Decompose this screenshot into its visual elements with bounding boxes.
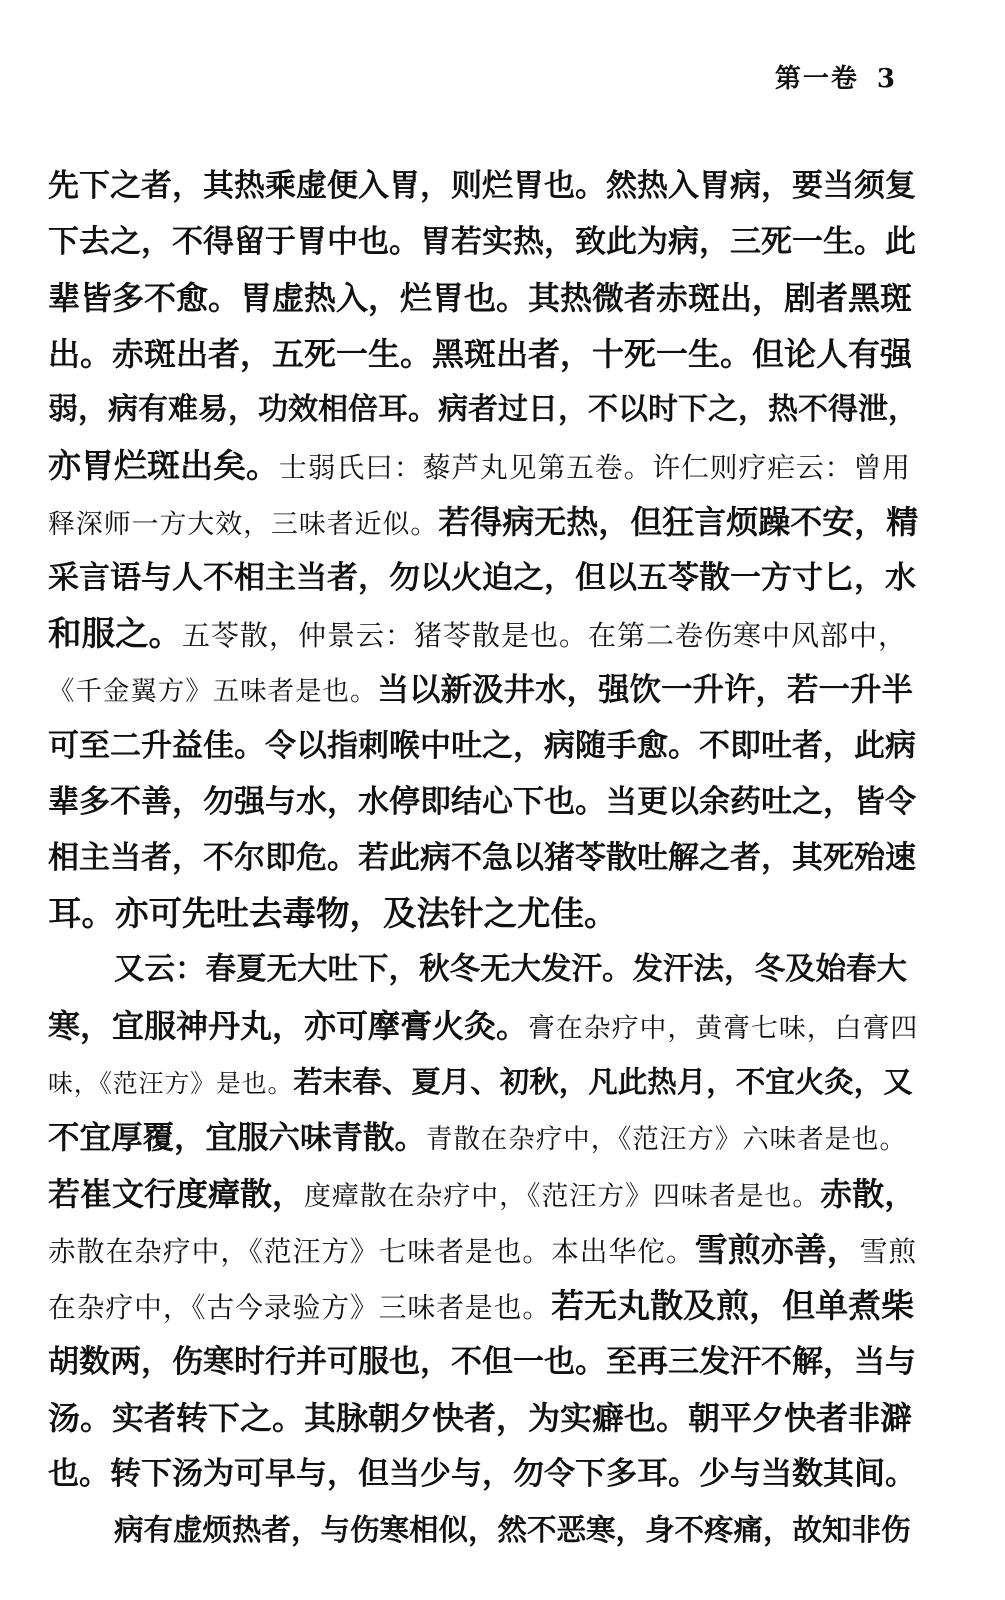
chapter-title: 第一卷 xyxy=(774,64,859,94)
text-line xyxy=(48,1446,918,1502)
text-line xyxy=(48,830,918,886)
text-line xyxy=(48,158,918,214)
main-text: 相主当者，不尔即危。若此病不急以猪苓散吐解之者，其死殆速 xyxy=(48,840,916,876)
main-text: 先下之者，其热乘虚便入胃，则烂胃也。然热入胃病，要当须复 xyxy=(48,168,916,204)
text-line xyxy=(48,1334,918,1390)
main-text: 若得病无热，但狂言烦躁不安，精 xyxy=(438,503,919,541)
text-line xyxy=(48,1278,918,1334)
text-line xyxy=(48,214,918,270)
main-text: 耳。亦可先吐去毒物，及法针之尤佳。 xyxy=(48,894,618,933)
main-text: 当以新汲井水，强饮一升许，若一升半 xyxy=(377,672,913,708)
text-line xyxy=(48,382,918,438)
main-text: 赤散， xyxy=(820,1175,917,1213)
main-text: 若末春、夏月、初秋，凡此热月，不宜火灸，又 xyxy=(293,1065,913,1099)
text-line xyxy=(48,998,918,1054)
text-line xyxy=(48,1502,918,1558)
text-line xyxy=(48,1222,918,1278)
annotation-text: 五苓散，仲景云：猪苓散是也。在第二卷伤寒中风部中， xyxy=(182,619,908,652)
text-line xyxy=(48,1166,918,1222)
text-line xyxy=(48,606,918,662)
text-line xyxy=(48,774,918,830)
main-text: 下去之，不得留于胃中也。胃若实热，致此为病，三死一生。此 xyxy=(48,224,916,260)
main-text: 汤。实者转下之。其脉朝夕快者，为实癖也。朝平夕快者非澼 xyxy=(48,1399,913,1437)
annotation-text: 度瘴散在杂疗中，《范汪方》四味者是也。 xyxy=(304,1181,821,1212)
main-text: 若无丸散及煎，但单煮柴 xyxy=(551,1286,915,1325)
main-text: 辈皆多不愈。胃虚热入，烂胃也。其热微者赤斑出，剧者黑斑 xyxy=(48,279,913,317)
main-text: 不宜厚覆，宜服六味青散。 xyxy=(48,1120,427,1156)
annotation-text: 《千金翼方》五味者是也。 xyxy=(48,676,378,707)
text-line xyxy=(48,494,918,550)
annotation-text: 在杂疗中，《古今录验方》三味者是也。 xyxy=(48,1291,552,1324)
main-text: 亦胃烂斑出矣。 xyxy=(48,446,279,485)
main-text: 弱，病有难易，功效相倍耳。病者过日，不以时下之，热不得泄， xyxy=(48,392,918,427)
main-text: 雪煎亦善， xyxy=(694,1230,860,1269)
annotation-text: 赤散在杂疗中，《范汪方》七味者是也。本出华佗。 xyxy=(48,1235,695,1268)
main-text: 和服之。 xyxy=(48,614,182,653)
main-text: 病有虚烦热者，与伤寒相似，然不恶寒，身不疼痛，故知非伤 xyxy=(114,1513,911,1547)
main-text: 若崔文行度瘴散， xyxy=(48,1175,305,1213)
text-line xyxy=(48,886,918,942)
main-text: 辈多不善，勿强与水，水停即结心下也。当更以余药吐之，皆令 xyxy=(48,784,916,820)
running-header xyxy=(775,58,897,95)
annotation-text: 膏在杂疗中，黄膏七味，白膏四 xyxy=(528,1013,919,1044)
text-line xyxy=(48,270,918,326)
annotation-text: 士弱氏曰：藜芦丸见第五卷。许仁则疗疟云：曾用 xyxy=(279,451,911,484)
main-text: 胡数两，伤寒时行并可服也，不但一也。至再三发汗不解，当与 xyxy=(48,1344,916,1380)
text-line xyxy=(48,1110,918,1166)
text-line xyxy=(48,662,918,718)
annotation-text: 释深师一方大效，三味者近似。 xyxy=(48,509,439,540)
main-text: 采言语与人不相主当者，勿以火迫之，但以五苓散一方寸匕，水 xyxy=(48,560,916,596)
text-body xyxy=(48,158,918,1558)
text-line xyxy=(48,1054,918,1110)
annotation-text: 味，《范汪方》是也。 xyxy=(48,1069,294,1098)
main-text: 又云：春夏无大吐下，秋冬无大发汗。发汗法，冬及始春大 xyxy=(114,952,907,987)
main-text: 寒，宜服神丹丸，亦可摩膏火灸。 xyxy=(48,1007,529,1045)
text-line xyxy=(48,718,918,774)
text-line xyxy=(48,326,918,382)
main-text: 可至二升益佳。令以指刺喉中吐之，病随手愈。不即吐者，此病 xyxy=(48,728,916,764)
annotation-text: 青散在杂疗中，《范汪方》六味者是也。 xyxy=(426,1124,907,1155)
main-text: 出。赤斑出者，五死一生。黑斑出者，十死一生。但论人有强 xyxy=(48,335,913,373)
main-text: 也。转下汤为可早与，但当少与，勿令下多耳。少与当数其间。 xyxy=(48,1456,916,1492)
text-line xyxy=(48,942,918,998)
page-number: 3 xyxy=(876,64,897,94)
annotation-text: 雪煎 xyxy=(859,1235,918,1268)
text-line xyxy=(48,1390,918,1446)
text-line xyxy=(48,550,918,606)
text-line xyxy=(48,438,918,494)
